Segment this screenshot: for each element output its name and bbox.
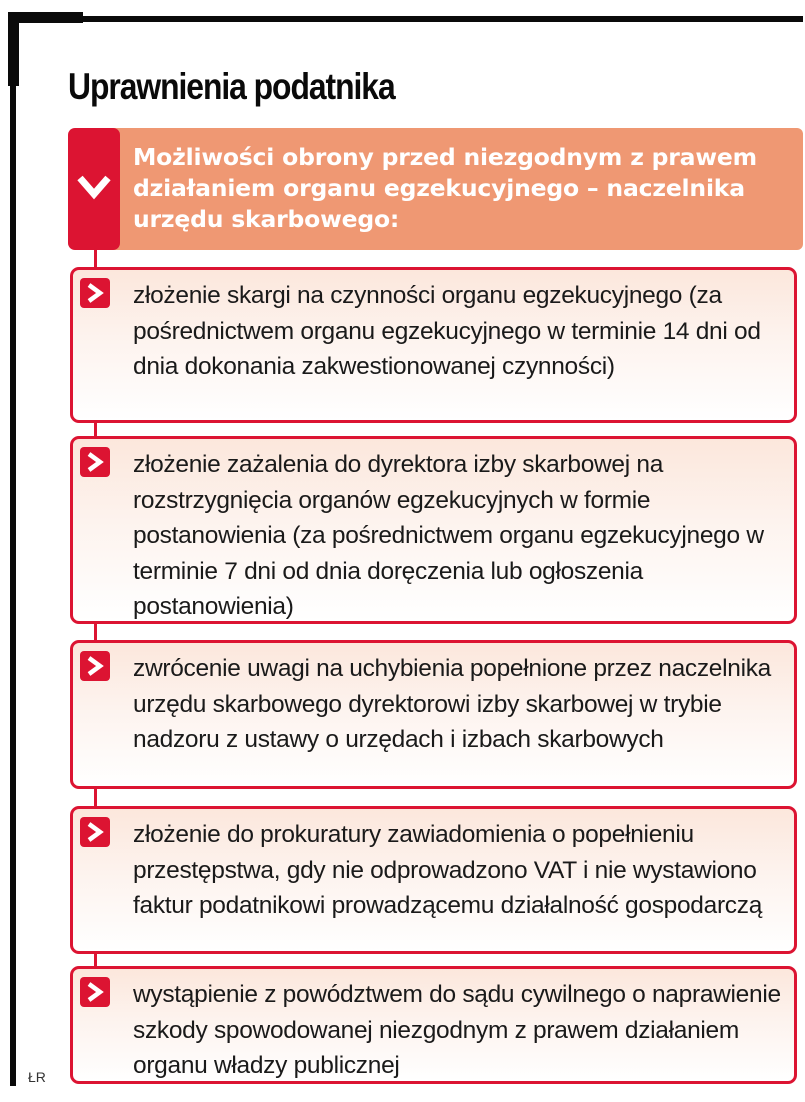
list-item bbox=[70, 806, 797, 954]
page-title: Uprawnienia podatnika bbox=[68, 66, 395, 107]
list-item bbox=[70, 436, 797, 624]
chevron-right-icon bbox=[80, 977, 110, 1007]
frame-corner-horizontal bbox=[8, 12, 83, 23]
list-item bbox=[70, 640, 797, 789]
chevron-down-icon bbox=[76, 172, 112, 202]
chevron-right-icon bbox=[80, 278, 110, 308]
header-text: Możliwości obrony przed niezgodnym z prawem działaniem organu egzekucyjnego – naczelnika urzędu skarbowego: bbox=[133, 143, 757, 233]
author-credit: ŁR bbox=[28, 1069, 46, 1085]
chevron-right-icon bbox=[80, 447, 110, 477]
frame-top-line bbox=[8, 16, 803, 22]
list-item bbox=[70, 267, 797, 423]
header-tab bbox=[68, 128, 120, 250]
list-item-text: zwrócenie uwagi na uchybienia popełnione przez naczelnika urzędu skarbowego dyrektorowi izby skarbowej w trybie nadzoru z ustawy o urzędach i izbach skarbowych bbox=[133, 655, 772, 753]
list-item bbox=[70, 966, 797, 1084]
section-header bbox=[68, 128, 803, 250]
frame-left-line bbox=[10, 16, 16, 1086]
list-item-text: wystąpienie z powództwem do sądu cywilnego o naprawienie szkody spowodowanej niezgodnym z prawem działaniem organu władzy publicznej bbox=[133, 981, 781, 1079]
chevron-right-icon bbox=[80, 817, 110, 847]
chevron-right-icon bbox=[80, 651, 110, 681]
list-item-text: złożenie skargi na czynności organu egzekucyjnego (za pośrednictwem organu egzekucyjnego w terminie 14 dni od dnia dokonania zakwestionowanej czynności) bbox=[133, 282, 761, 380]
list-item-text: złożenie do prokuratury zawiadomienia o popełnieniu przestępstwa, gdy nie odprowadzono VAT i nie wystawiono faktur podatnikowi prowadzącemu działalność gospodarczą bbox=[133, 821, 763, 919]
list-item-text: złożenie zażalenia do dyrektora izby skarbowej na rozstrzygnięcia organów egzekucyjnych w formie postanowienia (za pośrednictwem organu egzekucyjnego w terminie 7 dni od dnia doręczenia lub ogłoszenia postanowienia) bbox=[133, 451, 764, 620]
